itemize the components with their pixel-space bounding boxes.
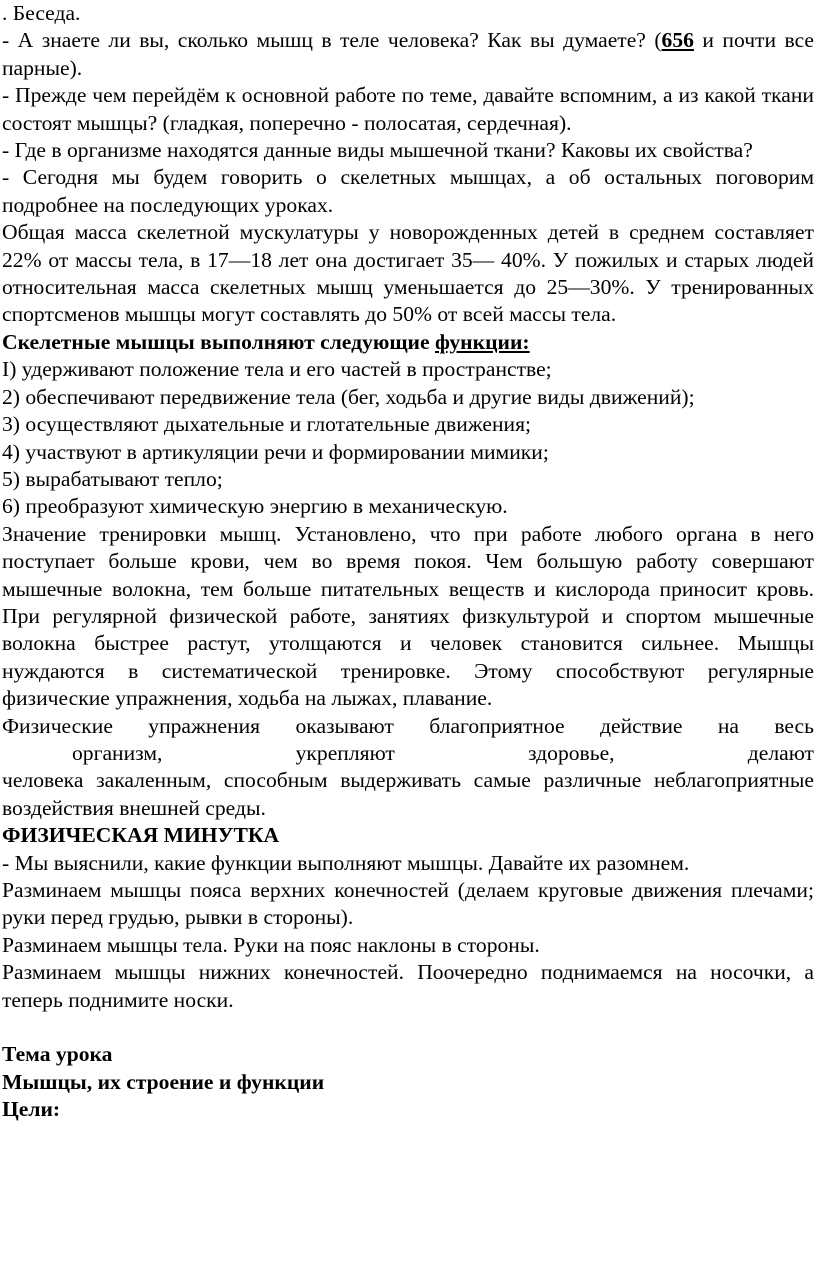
paragraph-muscle-mass: Общая масса скелетной мускулатуры у новорожденных детей в среднем составляет 22% от массы тела, в 17—18 лет она достигает 35— 40%. У пожилых и старых людей относительная масса скелетных мышц уменьшается до 25—30%. У тренированных спортсменов мышцы могут составлять до 50% от всей массы тела.	[2, 220, 814, 327]
function-item-6: 6) преобразуют химическую энергию в механическую.	[2, 494, 508, 519]
lesson-goals-label: Цели:	[2, 1097, 61, 1122]
physical-minute-intro: - Мы выяснили, какие функции выполняют мышцы. Давайте их разомнем.	[2, 850, 690, 875]
functions-heading-text: Скелетные мышцы выполняют следующие	[2, 329, 435, 354]
function-item-4: 4) участвуют в артикуляции речи и формировании мимики;	[2, 439, 549, 464]
question-tissue-types: - Прежде чем перейдём к основной работе по теме, давайте вспомним, а из какой ткани состоят мышцы? (гладкая, поперечно - полосатая, сердечная).	[2, 83, 814, 135]
conversation-label: . Беседа.	[2, 1, 81, 25]
paragraph-training: Значение тренировки мышц. Установлено, что при работе любого органа в него поступает больше крови, чем во время покоя. Чем большую работу совершают мышечные волокна, тем больше питательных веществ и кислорода приносит кровь. При регулярной физической работе, занятиях физкультурой и спортом мышечные волокна быстрее растут, утолщаются и человек становится сильнее. Мышцы нуждаются в систематической тренировке. Этому способствуют регулярные физические упражнения, ходьба на лыжах, плавание.	[2, 521, 814, 711]
lesson-topic-title: Мышцы, их строение и функции	[2, 1069, 325, 1094]
lesson-topic-label: Тема урока	[2, 1042, 113, 1067]
function-item-2: 2) обеспечивают передвижение тела (бег, ходьба и другие виды движений);	[2, 384, 695, 409]
blank-line	[2, 1014, 814, 1041]
function-item-1: I) удерживают положение тела и его частей в пространстве;	[2, 357, 552, 382]
muscle-count-number: 656	[661, 28, 694, 53]
exercise-line-1: Физические упражнения оказывают благоприятное действие на весь	[2, 713, 814, 738]
statement-today-topic: - Сегодня мы будем говорить о скелетных мышцах, а об остальных поговорим подробнее на последующих уроках.	[2, 165, 814, 217]
physical-minute-upper: Разминаем мышцы пояса верхних конечностей (делаем круговые движения плечами; руки перед грудью, рывки в стороны).	[2, 878, 814, 930]
exercise-line-2: организм, укрепляют здоровье, делают	[72, 740, 814, 765]
question-muscle-count	[2, 27, 814, 82]
question-tissue-location: - Где в организме находятся данные виды мышечной ткани? Каковы их свойства?	[2, 138, 753, 163]
physical-minute-body: Разминаем мышцы тела. Руки на пояс наклоны в стороны.	[2, 932, 540, 957]
physical-minute-lower: Разминаем мышцы нижних конечностей. Поочередно поднимаемся на носочки, а теперь поднимите носки.	[2, 960, 814, 1012]
function-item-5: 5) вырабатывают тепло;	[2, 466, 223, 491]
functions-heading	[2, 329, 814, 356]
function-item-3: 3) осуществляют дыхательные и глотательные движения;	[2, 412, 532, 437]
exercise-line-3: человека закаленным, способным выдерживать самые различные неблагоприятные воздействия внешней среды.	[2, 768, 814, 820]
functions-heading-underlined: функции:	[434, 329, 530, 354]
question-muscle-count-tail: и почти все парные).	[2, 28, 815, 80]
physical-minute-heading: ФИЗИЧЕСКАЯ МИНУТКА	[2, 823, 280, 848]
question-muscle-count-text: - А знаете ли вы, сколько мышц в теле человека? Как вы думаете? (	[2, 28, 662, 53]
